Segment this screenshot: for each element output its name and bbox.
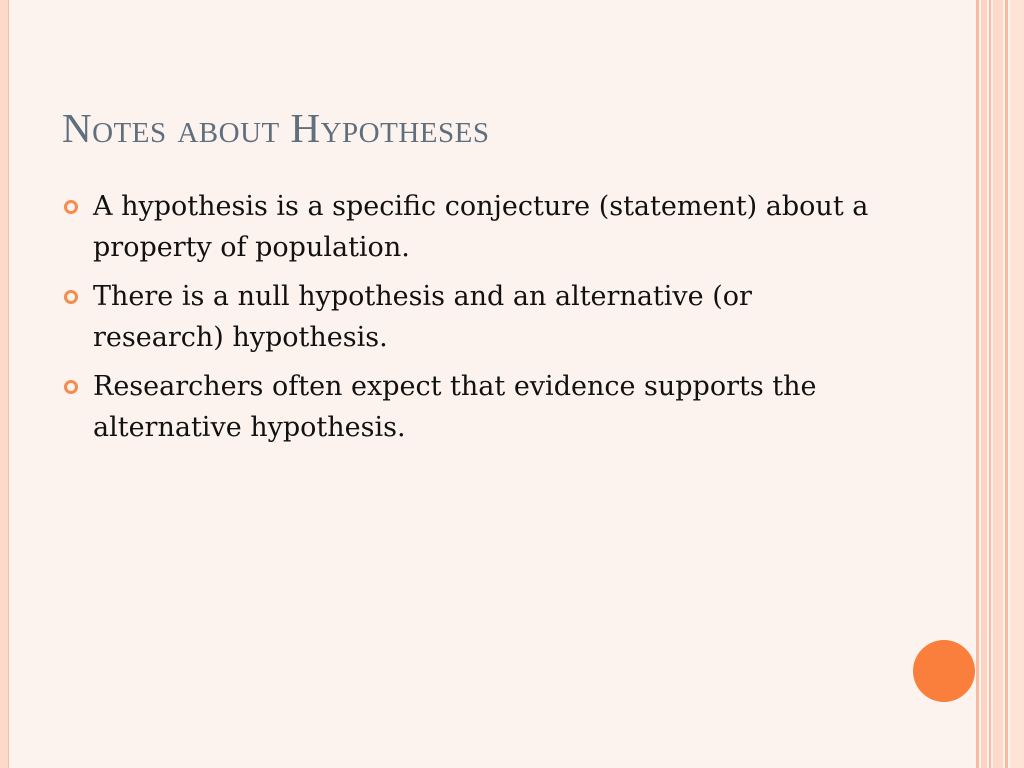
right-decorative-stripe [981,0,987,768]
right-decorative-stripe [1005,0,1008,768]
right-decorative-stripe [993,0,1003,768]
orange-circle-icon [913,640,975,702]
slide-title: Notes about Hypotheses [62,105,490,151]
ring-bullet-icon [64,380,78,394]
bullet-text: A hypothesis is a specific conjecture (statement) about a property of population. [93,191,869,263]
right-decorative-stripe [989,0,991,768]
left-decorative-stripe [0,0,9,768]
ring-bullet-icon [64,290,78,304]
bullet-item [62,366,882,448]
bullet-list [62,186,882,456]
ring-bullet-icon [64,200,78,214]
right-decorative-stripe [1010,0,1024,768]
bullet-text: Researchers often expect that evidence supports the alternative hypothesis. [93,371,817,443]
bullet-item [62,276,882,358]
bullet-item [62,186,882,268]
bullet-text: There is a null hypothesis and an alternative (or research) hypothesis. [93,281,752,353]
right-decorative-stripe [976,0,979,768]
